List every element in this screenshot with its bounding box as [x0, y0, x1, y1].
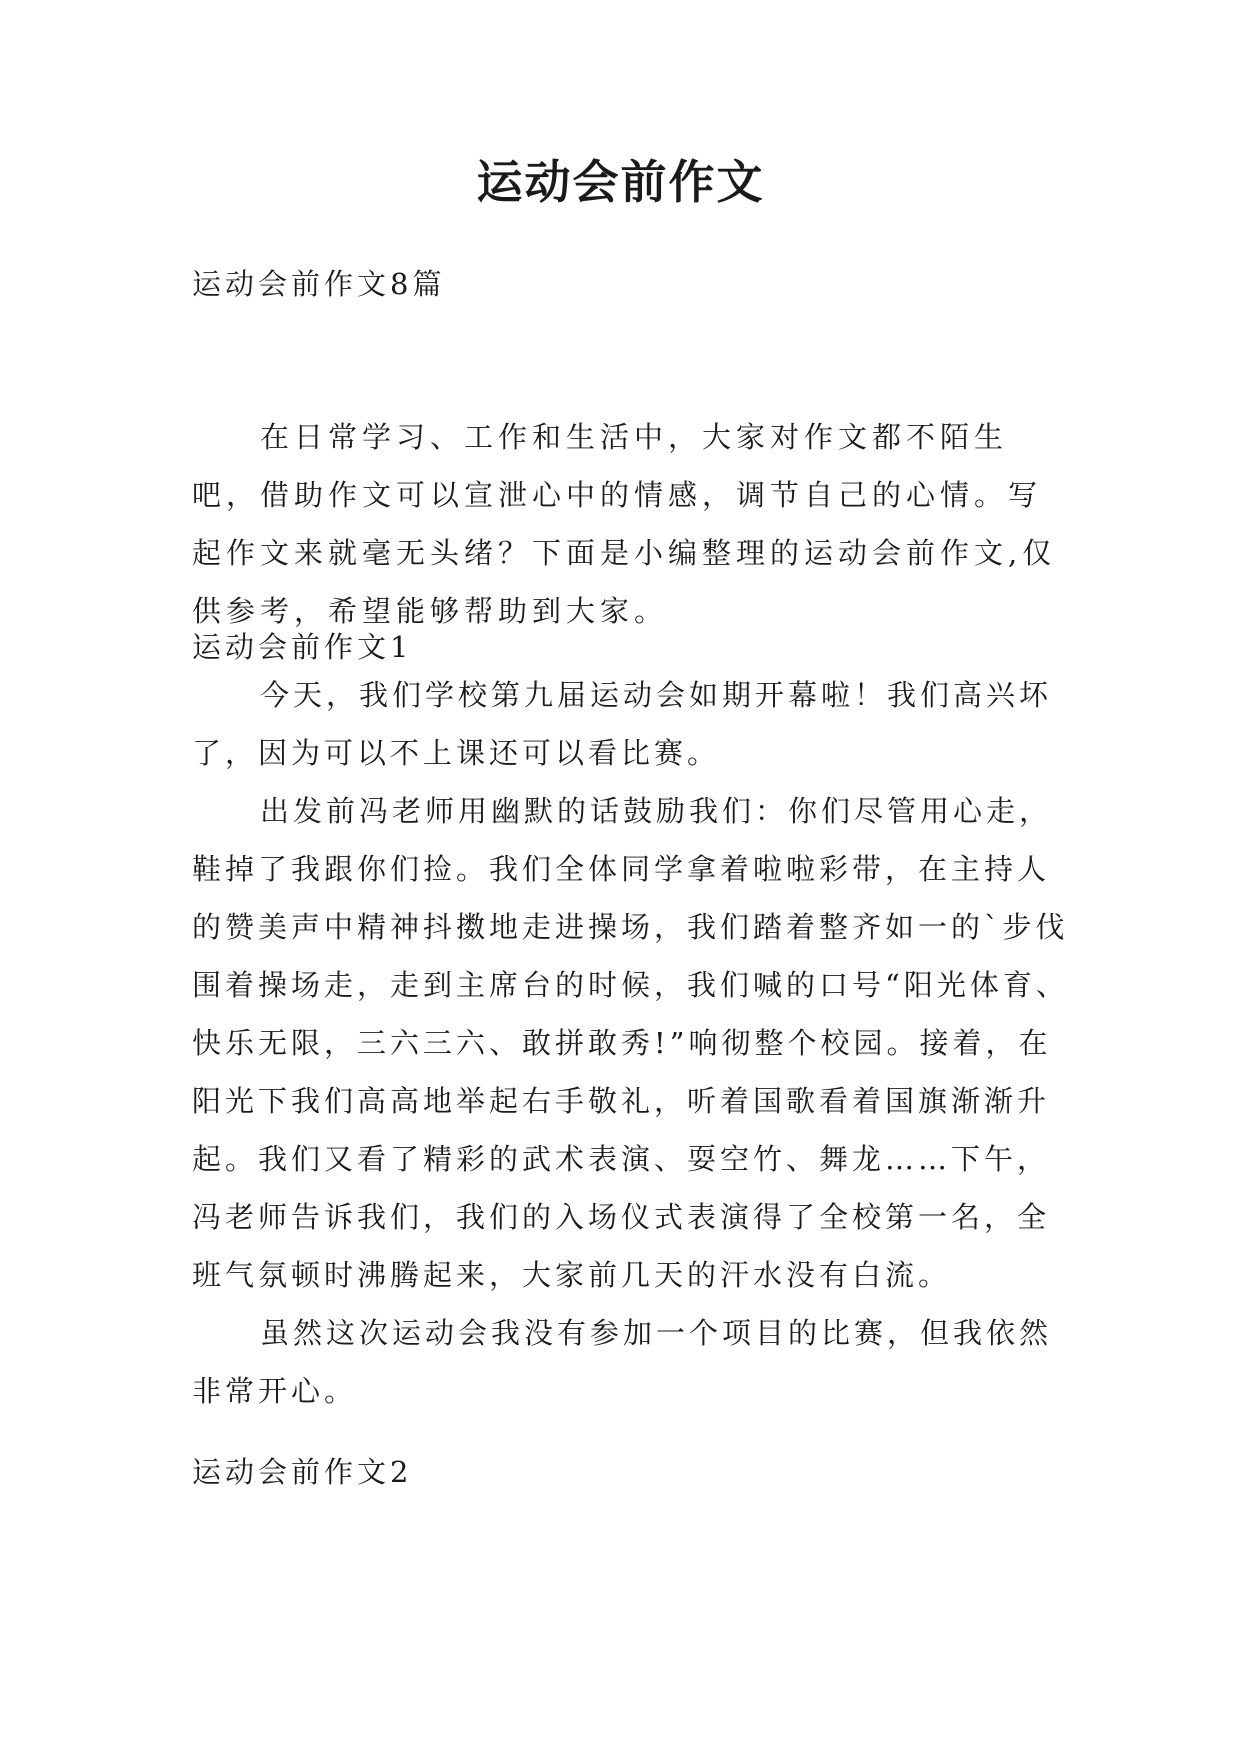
page-title: 运动会前作文 — [476, 155, 765, 209]
section-1-paragraph-2: 出发前冯老师用幽默的话鼓励我们：你们尽管用心走，鞋掉了我跟你们捡。我们全体同学拿着啦啦彩带，在主持人的赞美声中精神抖擞地走进操场，我们踏着整齐如一的`步伐围着操场走，走到主席台的时候，我们喊的口号“阳光体育、快乐无限，三六三六、敢拼敢秀!”响彻整个校园。接着，在阳光下我们高高地举起右手敬礼，听着国歌看着国旗渐渐升起。我们又看了精彩的武术表演、耍空竹、舞龙……下午，冯老师告诉我们，我们的入场仪式表演得了全校第一名，全班气氛顿时沸腾起来，大家前几天的汗水没有白流。 — [192, 794, 1069, 1292]
section-body-1 — [192, 666, 1072, 1420]
document-subtitle: 运动会前作文8篇 — [192, 267, 446, 301]
section-1-paragraph-3: 虽然这次运动会我没有参加一个项目的比赛，但我依然非常开心。 — [192, 1316, 1053, 1408]
section-heading-2: 运动会前作文2 — [192, 1455, 413, 1489]
section-heading-1: 运动会前作文1 — [192, 630, 413, 664]
intro-paragraph: 在日常学习、工作和生活中，大家对作文都不陌生吧，借助作文可以宣泄心中的情感，调节自己的心情。写起作文来就毫无头绪？下面是小编整理的运动会前作文,仅供参考，希望能够帮助到大家。 — [192, 420, 1057, 628]
section-1-paragraph-1: 今天，我们学校第九届运动会如期开幕啦！我们高兴坏了，因为可以不上课还可以看比赛。 — [192, 678, 1053, 770]
